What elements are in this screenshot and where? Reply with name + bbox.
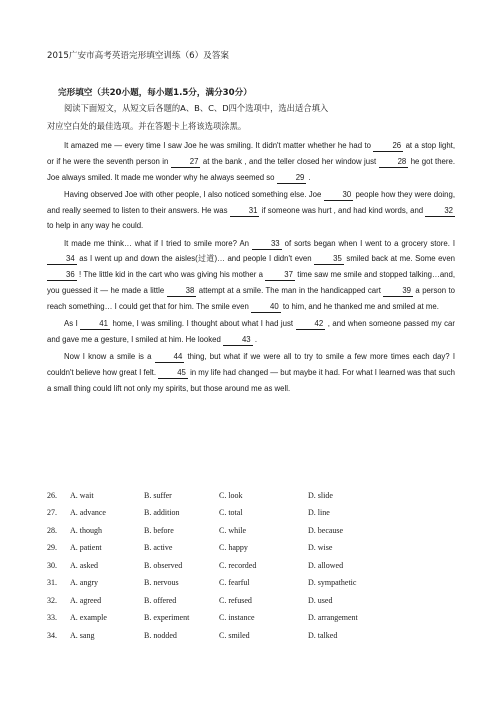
- question-number: 28.: [47, 526, 57, 535]
- passage-text: of sorts began when I went to a grocery store. I: [281, 238, 455, 248]
- blank-37: 37: [265, 270, 295, 281]
- question-row: [47, 491, 467, 506]
- option-b: B. experiment: [144, 613, 190, 622]
- blank-44: 44: [155, 352, 185, 363]
- blank-41: 41: [80, 319, 110, 330]
- passage-text: As I: [64, 318, 81, 328]
- passage-text: It amazed me — every time I saw Joe he was smiling. It didn't matter whether he had to: [64, 141, 374, 150]
- option-c: C. fearful: [219, 578, 250, 587]
- option-b: B. nervous: [144, 578, 179, 587]
- passage-text: a person to reach something… I could get that for him. The smile even: [47, 285, 455, 311]
- option-b: B. before: [144, 526, 174, 535]
- option-b: B. offered: [144, 596, 177, 605]
- page-title: 2015广安市高考英语完形填空训练（6）及答案: [47, 51, 230, 61]
- option-a: A. example: [70, 613, 107, 622]
- option-a: A. agreed: [70, 596, 102, 605]
- passage-text: people how they were doing, and really seemed to listen to their answers. He was: [47, 189, 455, 215]
- question-row: [47, 508, 467, 523]
- question-row: [47, 613, 467, 628]
- passage-text: in my life had changed — but maybe it had. For what I learned was that such a small thing could lift not only my spirits, but those around me as well.: [47, 367, 455, 393]
- passage-text: home, I was smiling. I thought about what I had just: [109, 318, 296, 328]
- option-a: A. patient: [70, 543, 102, 552]
- blank-40: 40: [251, 302, 281, 313]
- passage-text: It made me think… what if I tried to smile more? An: [64, 238, 252, 248]
- option-b: B. suffer: [144, 491, 172, 500]
- option-a: A. wait: [70, 491, 94, 500]
- blank-34: 34: [47, 254, 77, 265]
- passage-text: Now I know a smile is a: [64, 351, 155, 361]
- passage-paragraph-3: [47, 236, 455, 315]
- question-row: [47, 561, 467, 576]
- passage-text: if someone was hurt , and had kind words, and: [259, 205, 426, 215]
- blank-38: 38: [167, 286, 197, 297]
- passage-text: ! The little kid in the cart who was giving his mother a: [76, 270, 266, 280]
- blank-43: 43: [223, 335, 253, 346]
- option-d: D. talked: [308, 631, 338, 640]
- option-d: D. used: [308, 596, 333, 605]
- passage-text: to him, and he thanked me and smiled at me.: [280, 301, 439, 311]
- option-b: B. addition: [144, 508, 180, 517]
- blank-32: 32: [425, 206, 455, 217]
- passage-text: .: [252, 334, 257, 344]
- cloze-passage: [47, 138, 455, 398]
- passage-text: time saw me smile and stopped talking…and, you guessed it — he made a little: [47, 270, 455, 295]
- option-d: D. wise: [308, 543, 333, 552]
- instructions-line-2: 对应空白处的最佳选项。并在答题卡上将该选项涂黑。: [47, 121, 247, 131]
- question-number: 32.: [47, 596, 57, 605]
- passage-text: he got there. Joe always smiled. It made me wonder why he always seemed so: [47, 156, 455, 182]
- blank-36: 36: [47, 270, 77, 281]
- passage-paragraph-2: [47, 187, 455, 234]
- passage-text: thing, but what if we were all to try to smile a few more times each day? I couldn't believe how great I felt.: [47, 351, 455, 377]
- blank-35: 35: [314, 254, 344, 265]
- question-number: 33.: [47, 613, 57, 622]
- question-row: [47, 631, 467, 646]
- passage-text: smiled back at me. Some even: [343, 254, 455, 264]
- passage-paragraph-1: [47, 138, 455, 185]
- passage-text: Having observed Joe with other people, I also noticed something else. Joe: [64, 189, 324, 199]
- option-b: B. observed: [144, 561, 183, 570]
- option-a: A. asked: [70, 561, 98, 570]
- blank-27: 27: [171, 157, 201, 168]
- question-number: 27.: [47, 508, 57, 517]
- option-c: C. smiled: [219, 631, 250, 640]
- option-c: C. instance: [219, 613, 255, 622]
- blank-42: 42: [296, 319, 326, 330]
- option-b: B. active: [144, 543, 173, 552]
- option-a: A. though: [70, 526, 102, 535]
- question-number: 31.: [47, 578, 57, 587]
- passage-text: .: [306, 172, 311, 182]
- option-a: A. sang: [70, 631, 95, 640]
- passage-text: at the bank , and the teller closed her window just: [200, 156, 379, 166]
- blank-39: 39: [383, 286, 413, 297]
- passage-text: , and when someone passed my car and gave me a gesture, I smiled at him. He looked: [47, 318, 455, 344]
- option-d: D. sympathetic: [308, 578, 357, 587]
- passage-paragraph-4: [47, 316, 455, 348]
- question-number: 26.: [47, 491, 57, 500]
- option-d: D. because: [308, 526, 344, 535]
- option-a: A. advance: [70, 508, 106, 517]
- question-number: 29.: [47, 543, 57, 552]
- instructions-line-1: 阅读下面短文，从短文后各题的A、B、C、D四个选项中，选出适合填入: [64, 103, 329, 113]
- option-d: D. allowed: [308, 561, 344, 570]
- option-b: B. nodded: [144, 631, 177, 640]
- option-c: C. look: [219, 491, 243, 500]
- question-number: 34.: [47, 631, 57, 640]
- passage-paragraph-5: [47, 349, 455, 396]
- option-c: C. while: [219, 526, 247, 535]
- option-d: D. arrangement: [308, 613, 358, 622]
- blank-30: 30: [324, 190, 354, 201]
- blank-29: 29: [277, 173, 307, 184]
- blank-45: 45: [158, 368, 188, 379]
- question-row: [47, 526, 467, 541]
- option-d: D. line: [308, 508, 330, 517]
- passage-text: attempt at a smile. The man in the handicapped cart: [196, 285, 384, 295]
- question-number: 30.: [47, 561, 57, 570]
- option-c: C. total: [219, 508, 243, 517]
- blank-31: 31: [230, 206, 260, 217]
- passage-text: at a stop light, or if he were the seventh person in: [47, 141, 456, 166]
- question-row: [47, 596, 467, 611]
- blank-33: 33: [252, 239, 282, 250]
- passage-text: as I went up and down the aisles(过道)… and people I didn't even: [76, 254, 315, 264]
- option-c: C. refused: [219, 596, 252, 605]
- option-d: D. slide: [308, 491, 333, 500]
- option-a: A. angry: [70, 578, 98, 587]
- blank-28: 28: [379, 157, 409, 168]
- blank-26: 26: [373, 141, 403, 152]
- question-row: [47, 543, 467, 558]
- question-row: [47, 578, 467, 593]
- option-c: C. recorded: [219, 561, 257, 570]
- passage-text: to help in any way he could.: [47, 221, 144, 231]
- option-c: C. happy: [219, 543, 248, 552]
- section-heading: 完形填空（共20小题，每小题1.5分，满分30分）: [58, 88, 252, 98]
